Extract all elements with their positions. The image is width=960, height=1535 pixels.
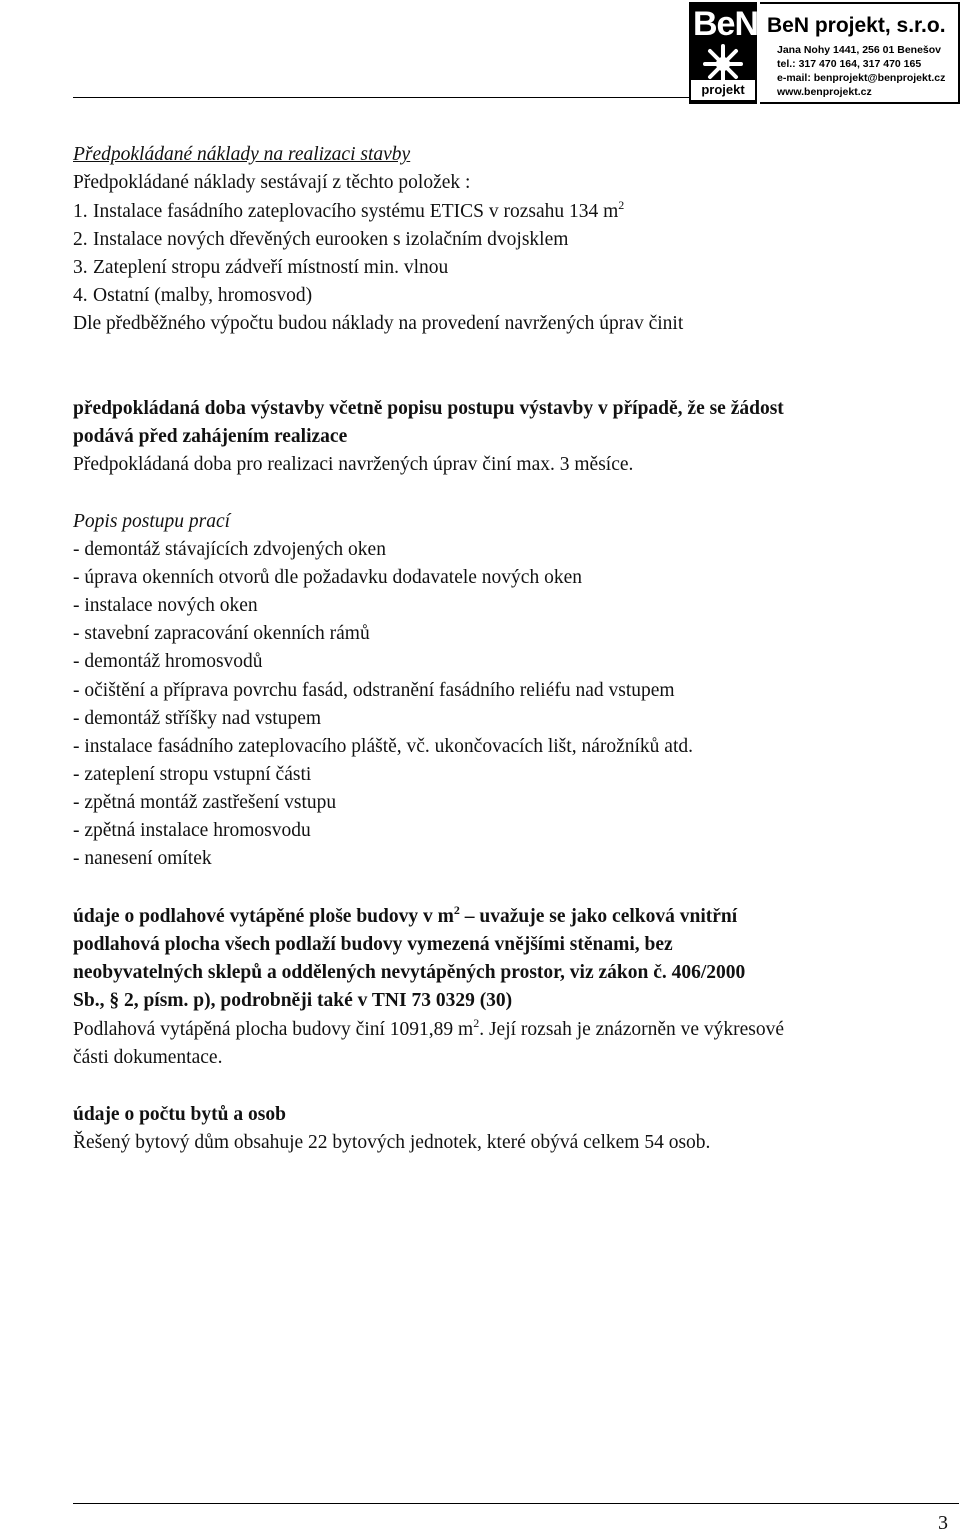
body-text: Podlahová vytápěná plocha budovy činí 1091,89 m [73, 1019, 474, 1040]
logo-brand: BeN [693, 5, 759, 43]
logo-subtitle: projekt [691, 80, 755, 100]
item-text: Instalace nových dřevěných eurooken s izolačním dvojsklem [93, 229, 569, 250]
process-item: - stavební zapracování okenních rámů [73, 623, 370, 644]
header-rule [73, 97, 689, 98]
floor-area-heading-cont: neobyvatelných sklepů a oddělených nevytápěných prostor, viz zákon č. 406/2000 [73, 962, 746, 983]
heading-text: údaje o podlahové vytápěné ploše budovy v m [73, 906, 454, 927]
duration-heading: předpokládaná doba výstavby včetně popisu postupu výstavby v případě, že se žádost [73, 398, 784, 419]
company-phone: tel.: 317 470 164, 317 470 165 [777, 58, 922, 70]
floor-area-heading-cont: Sb., § 2, písm. p), podrobněji také v TNI 73 0329 (30) [73, 990, 513, 1011]
process-item: - nanesení omítek [73, 848, 212, 869]
floor-area-text [73, 1016, 784, 1044]
process-item: - demontáž stávajících zdvojených oken [73, 539, 386, 560]
item-number: 3. [73, 257, 88, 278]
process-item: - zpětná montáž zastřešení vstupu [73, 792, 337, 813]
page-number: 3 [938, 1512, 948, 1534]
process-item: - zpětná instalace hromosvodu [73, 820, 311, 841]
footer-rule [73, 1503, 959, 1504]
company-address: Jana Nohy 1441, 256 01 Benešov [777, 44, 942, 56]
costs-item [73, 198, 624, 226]
company-logo [689, 2, 757, 104]
company-web: www.benprojekt.cz [777, 86, 872, 98]
process-item: - úprava okenních otvorů dle požadavku dodavatele nových oken [73, 567, 582, 588]
floor-area-heading [73, 903, 737, 931]
superscript: 2 [453, 903, 460, 917]
item-number: 4. [73, 285, 88, 306]
process-item: - instalace nových oken [73, 595, 258, 616]
duration-heading-cont: podává před zahájením realizace [73, 426, 348, 447]
item-text: Instalace fasádního zateplovacího systému ETICS v rozsahu 134 m [93, 201, 619, 222]
costs-item [73, 282, 312, 310]
process-item: - zateplení stropu vstupní části [73, 764, 312, 785]
costs-intro: Předpokládané náklady sestávají z těchto položek : [73, 172, 471, 193]
superscript: 2 [473, 1016, 480, 1030]
company-info [760, 2, 960, 104]
process-item: - demontáž stříšky nad vstupem [73, 708, 322, 729]
residents-text: Řešený bytový dům obsahuje 22 bytových jednotek, které obývá celkem 54 osob. [73, 1132, 711, 1153]
costs-item [73, 254, 448, 282]
floor-area-heading-cont: podlahová plocha všech podlaží budovy vymezená vnějšími stěnami, bez [73, 934, 673, 955]
process-item: - demontáž hromosvodů [73, 651, 263, 672]
superscript: 2 [618, 198, 625, 212]
floor-area-text-cont: části dokumentace. [73, 1047, 223, 1068]
duration-text: Předpokládaná doba pro realizaci navržených úprav činí max. 3 měsíce. [73, 454, 634, 475]
costs-outro: Dle předběžného výpočtu budou náklady na provedení navržených úprav činit [73, 313, 684, 334]
item-number: 2. [73, 229, 88, 250]
item-number: 1. [73, 201, 88, 222]
process-item: - očištění a příprava povrchu fasád, odstranění fasádního reliéfu nad vstupem [73, 680, 675, 701]
heading-text: – uvažuje se jako celková vnitřní [459, 906, 738, 927]
costs-item [73, 226, 568, 254]
process-item: - instalace fasádního zateplovacího pláště, vč. ukončovacích lišt, nárožníků atd. [73, 736, 693, 757]
residents-heading: údaje o počtu bytů a osob [73, 1104, 286, 1125]
process-heading: Popis postupu prací [73, 511, 231, 532]
company-email: e-mail: benprojekt@benprojekt.cz [777, 72, 946, 84]
item-text: Zateplení stropu zádveří místností min. vlnou [93, 257, 449, 278]
company-name: BeN projekt, s.r.o. [767, 14, 946, 37]
item-text: Ostatní (malby, hromosvod) [93, 285, 313, 306]
body-text: . Její rozsah je znázorněn ve výkresové [479, 1019, 785, 1040]
costs-heading: Předpokládané náklady na realizaci stavby [73, 144, 411, 165]
